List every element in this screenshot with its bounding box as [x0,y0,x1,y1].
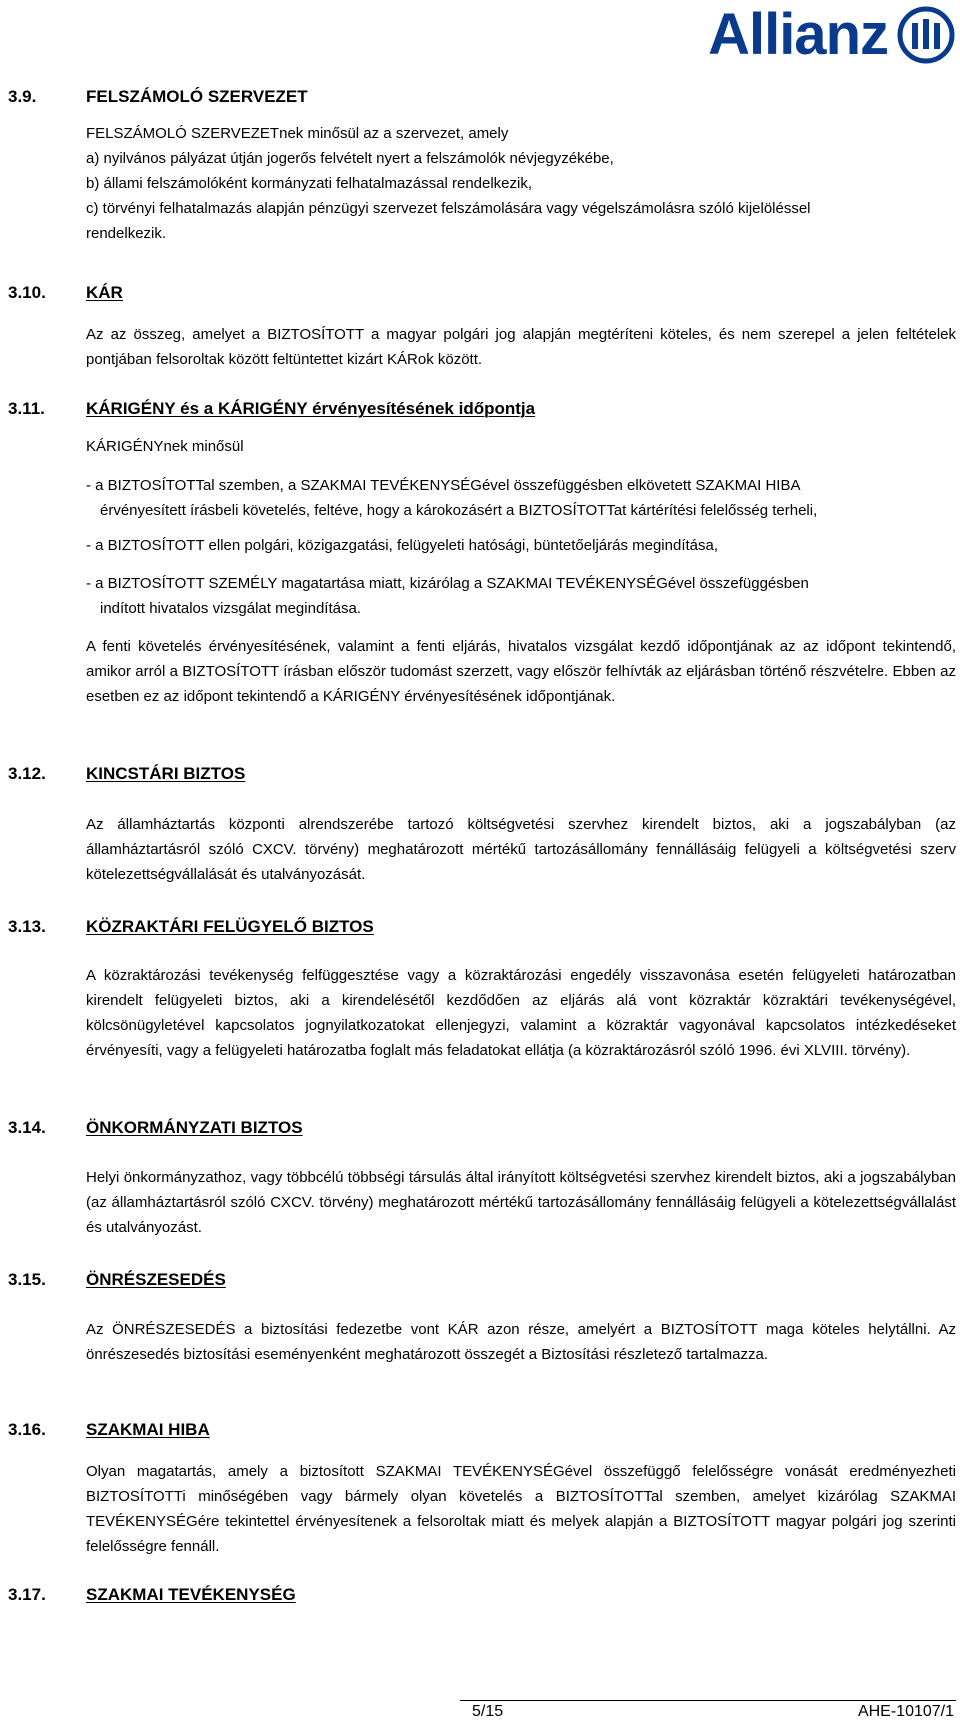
section-number: 3.17. [8,1585,46,1604]
footer-divider [460,1700,956,1701]
body-line: a) nyilvános pályázat útján jogerős felvételt nyert a felszámolók névjegyzékébe, [86,150,614,167]
section-heading [8,399,535,419]
section-heading [8,917,374,937]
section-heading [8,283,123,303]
section-heading [8,1270,226,1290]
section-title: FELSZÁMOLÓ SZERVEZET [86,87,308,106]
list-item-text: - a BIZTOSÍTOTT ellen polgári, közigazgatási, felügyeleti hatósági, büntetőeljárás megindítása, [86,537,719,554]
section-number: 3.13. [8,917,46,936]
section-heading [8,1585,296,1605]
section-title: SZAKMAI HIBA [86,1420,210,1439]
section-body: Az ÖNRÉSZESEDÉS a biztosítási fedezetbe vont KÁR azon része, amelyért a BIZTOSÍTOTT maga köteles helytállni. Az önrészesedés biztosítási eseményenként meghatározott összegét a Biztosítási részletező tartalmazza. [86,1321,956,1363]
section-body: A fenti követelés érvényesítésének, valamint a fenti eljárás, hivatalos vizsgálat kezdő időpontjának az az időpont tekintendő, amikor arról a BIZTOSÍTOTT írásban először tudomást szerzett, vagy először felhívták az eljárásban történő részvételre. Ebben az esetben ez az időpont tekintendő a KÁRIGÉNY érvényesítésének időpontjának. [86,638,956,705]
section-body: Olyan magatartás, amely a biztosított SZAKMAI TEVÉKENYSÉGével összefüggő felelősségre vonását eredményezheti BIZTOSÍTOTTi minőségében vagy bármely olyan követelés a BIZTOSÍTOTTal szemben, amelyet kizárólag SZAKMAI TEVÉKENYSÉGére tekintettel érvényesítenek a felsoroltak miatt és melyek alapján a BIZTOSÍTOTT magyar polgári jog szerinti felelősségre fennáll. [86,1463,956,1555]
section-body: A közraktározási tevékenység felfüggesztése vagy a közraktározási engedély visszavonása esetén felügyeleti határozatban kirendelt felügyeleti biztos, aki a kirendelésétől kezdődően az eljárás alá vont közraktár közraktári tevékenységével, kölcsönügyletével kapcsolatos jognyilatkozatokat ellenjegyzi, valamint a közraktár vagyonával kapcsolatos intézkedéseket érvényesíti, vagy a felügyeleti határozatba foglalt más feladatokat ellátja (a közraktározásról szóló 1996. évi XLVIII. törvény). [86,967,956,1059]
section-body: Az az összeg, amelyet a BIZTOSÍTOTT a magyar polgári jog alapján megtéríteni köteles, és nem szerepel a jelen feltételek pontjában felsoroltak között feltüntettet kizárt KÁRok között. [86,326,956,368]
section-heading [8,764,245,784]
page-number: 5/15 [472,1703,504,1720]
section-title: KÖZRAKTÁRI FELÜGYELŐ BIZTOS [86,917,374,936]
section-title: KÁRIGÉNY és a KÁRIGÉNY érvényesítésének időpontja [86,399,536,418]
section-number: 3.14. [8,1118,46,1137]
section-number: 3.9. [8,87,37,106]
body-line: FELSZÁMOLÓ SZERVEZETnek minősül az a szervezet, amely [86,125,509,142]
section-number: 3.11. [8,399,45,418]
section-body [86,121,956,246]
body-line: rendelkezik. [86,225,167,242]
section-heading [8,1420,210,1440]
section-body: Az államháztartás központi alrendszerébe tartozó költségvetési szervhez kirendelt biztos, aki a jogszabályban (az államháztartásról szóló CXCV. törvény) meghatározott mértékű tartozásállomány fennállásáig felügyeli a költségvetési szerv kötelezettségvállalását és utalványozását. [86,816,956,883]
list-item-continuation: érvényesített írásbeli követelés, feltéve, hogy a károkozásért a BIZTOSÍTOTTat kártérítési felelősség terheli, [100,502,818,519]
section-heading [8,87,308,107]
section-heading [8,1118,303,1138]
list-item-text: - a BIZTOSÍTOTT SZEMÉLY magatartása miatt, kizárólag a SZAKMAI TEVÉKENYSÉGével összefüggésben [86,575,809,592]
list-item-text: - a BIZTOSÍTOTTal szemben, a SZAKMAI TEVÉKENYSÉGével összefüggésben elkövetett SZAKMAI HIBA [86,477,801,494]
section-number: 3.15. [8,1270,46,1289]
body-line: b) állami felszámolóként kormányzati felhatalmazással rendelkezik, [86,175,533,192]
brand-name: Allianz [708,2,888,67]
page-footer [0,1700,960,1724]
list-item [86,571,956,621]
section-title: ÖNKORMÁNYZATI BIZTOS [86,1118,303,1137]
allianz-eagle-icon [896,5,956,65]
list-item-continuation: indított hivatalos vizsgálat megindítása. [100,600,361,617]
section-number: 3.12. [8,764,46,783]
section-number: 3.10. [8,283,46,302]
body-line: c) törvényi felhatalmazás alapján pénzügyi szervezet felszámolására vagy végelszámolásra szóló kijelöléssel [86,200,811,217]
section-title: KÁR [86,283,123,302]
section-intro: KÁRIGÉNYnek minősül [86,438,244,455]
list-item [86,533,956,558]
section-title: KINCSTÁRI BIZTOS [86,764,246,783]
allianz-logo [708,2,956,68]
list-item [86,473,956,523]
section-title: ÖNRÉSZESEDÉS [86,1270,226,1289]
document-code: AHE-10107/1 [857,1703,954,1720]
section-body: Helyi önkormányzathoz, vagy többcélú többségi társulás által irányított költségvetési szervhez kirendelt biztos, aki a jogszabályban (az államháztartásról szóló CXCV. törvény) meghatározott mértékű tartozásállomány fennállásáig felügyeli a kötelezettségvállalást és utalványozást. [86,1169,956,1236]
section-number: 3.16. [8,1420,46,1439]
section-title: SZAKMAI TEVÉKENYSÉG [86,1585,296,1604]
